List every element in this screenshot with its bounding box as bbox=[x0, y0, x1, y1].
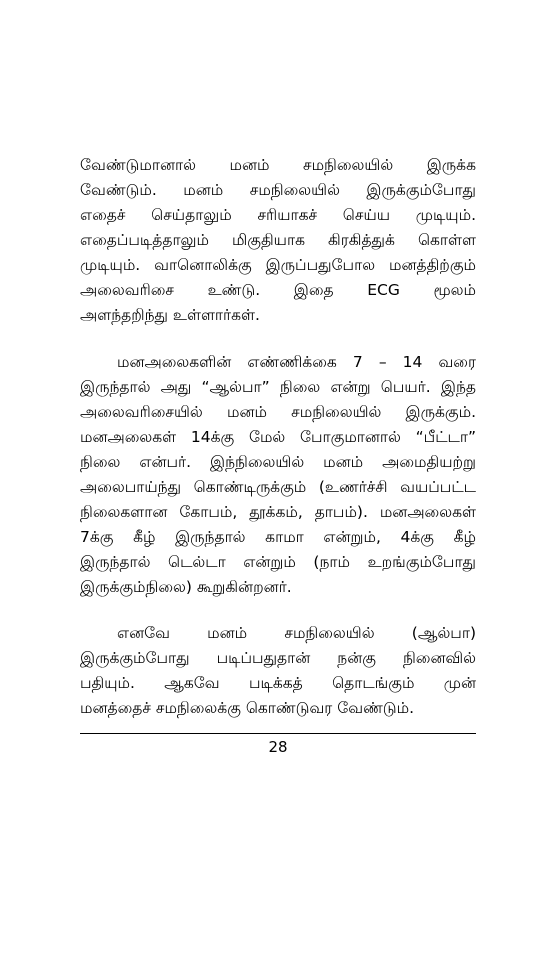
paragraph-2 bbox=[80, 350, 476, 600]
text-line-indented: மனஅலைகளின் எண்ணிக்கை 7 – 14 வரை bbox=[117, 353, 476, 371]
text-line: இருந்தால் டெல்டா என்றும் (நாம் உறங்கும்போது bbox=[80, 553, 476, 571]
text-line: நிலை என்பர். இந்நிலையில் மனம் அமைதியற்று bbox=[80, 453, 476, 471]
text-line: இருக்கும்போது படிப்பதுதான் நன்கு நினைவில் bbox=[80, 649, 476, 667]
text-line: 7க்கு கீழ் இருந்தால் காமா என்றும், 4க்கு கீழ் bbox=[80, 528, 476, 546]
text-line: அலைபாய்ந்து கொண்டிருக்கும் (உணர்ச்சி வயப்பட்ட bbox=[80, 478, 476, 496]
text-line: பதியும். ஆகவே படிக்கத் தொடங்கும் முன் bbox=[80, 674, 476, 692]
text-line: இருந்தால் அது “ஆல்பா” நிலை என்று பெயர். இந்த bbox=[80, 378, 476, 396]
text-line: மனத்தைச் சமநிலைக்கு கொண்டுவர வேண்டும். bbox=[80, 699, 415, 717]
text-line-indented: எனவே மனம் சமநிலையில் (ஆல்பா) bbox=[117, 624, 476, 642]
text-line: வேண்டும். மனம் சமநிலையில் இருக்கும்போது bbox=[80, 181, 476, 199]
text-line: அலைவரிசை உண்டு. இதை ECG மூலம் bbox=[80, 281, 476, 299]
text-line: எதைச் செய்தாலும் சரியாகச் செய்ய முடியும். bbox=[80, 206, 476, 224]
text-line: வேண்டுமானால் மனம் சமநிலையில் இருக்க bbox=[80, 156, 476, 174]
text-line: நிலைகளான கோபம், தூக்கம், தாபம்). மனஅலைகள் bbox=[80, 503, 476, 521]
text-line: அலைவரிசையில் மனம் சமநிலையில் இருக்கும். bbox=[80, 403, 476, 421]
paragraph-3 bbox=[80, 621, 476, 721]
text-line: எதைப்படித்தாலும் மிகுதியாக கிரகித்துக் கொள்ள bbox=[80, 231, 476, 249]
page-number: 28 bbox=[268, 738, 288, 756]
text-line: அளந்தறிந்து உள்ளார்கள். bbox=[80, 306, 260, 324]
paragraph-1 bbox=[80, 153, 476, 328]
text-line: மனஅலைகள் 14க்கு மேல் போகுமானால் “பீட்டா” bbox=[80, 428, 476, 446]
text-line: முடியும். வானொலிக்கு இருப்பதுபோல மனத்திற்கும் bbox=[80, 256, 476, 274]
footer-divider bbox=[80, 733, 476, 734]
text-line: இருக்கும்நிலை) கூறுகின்றனர். bbox=[80, 578, 292, 596]
